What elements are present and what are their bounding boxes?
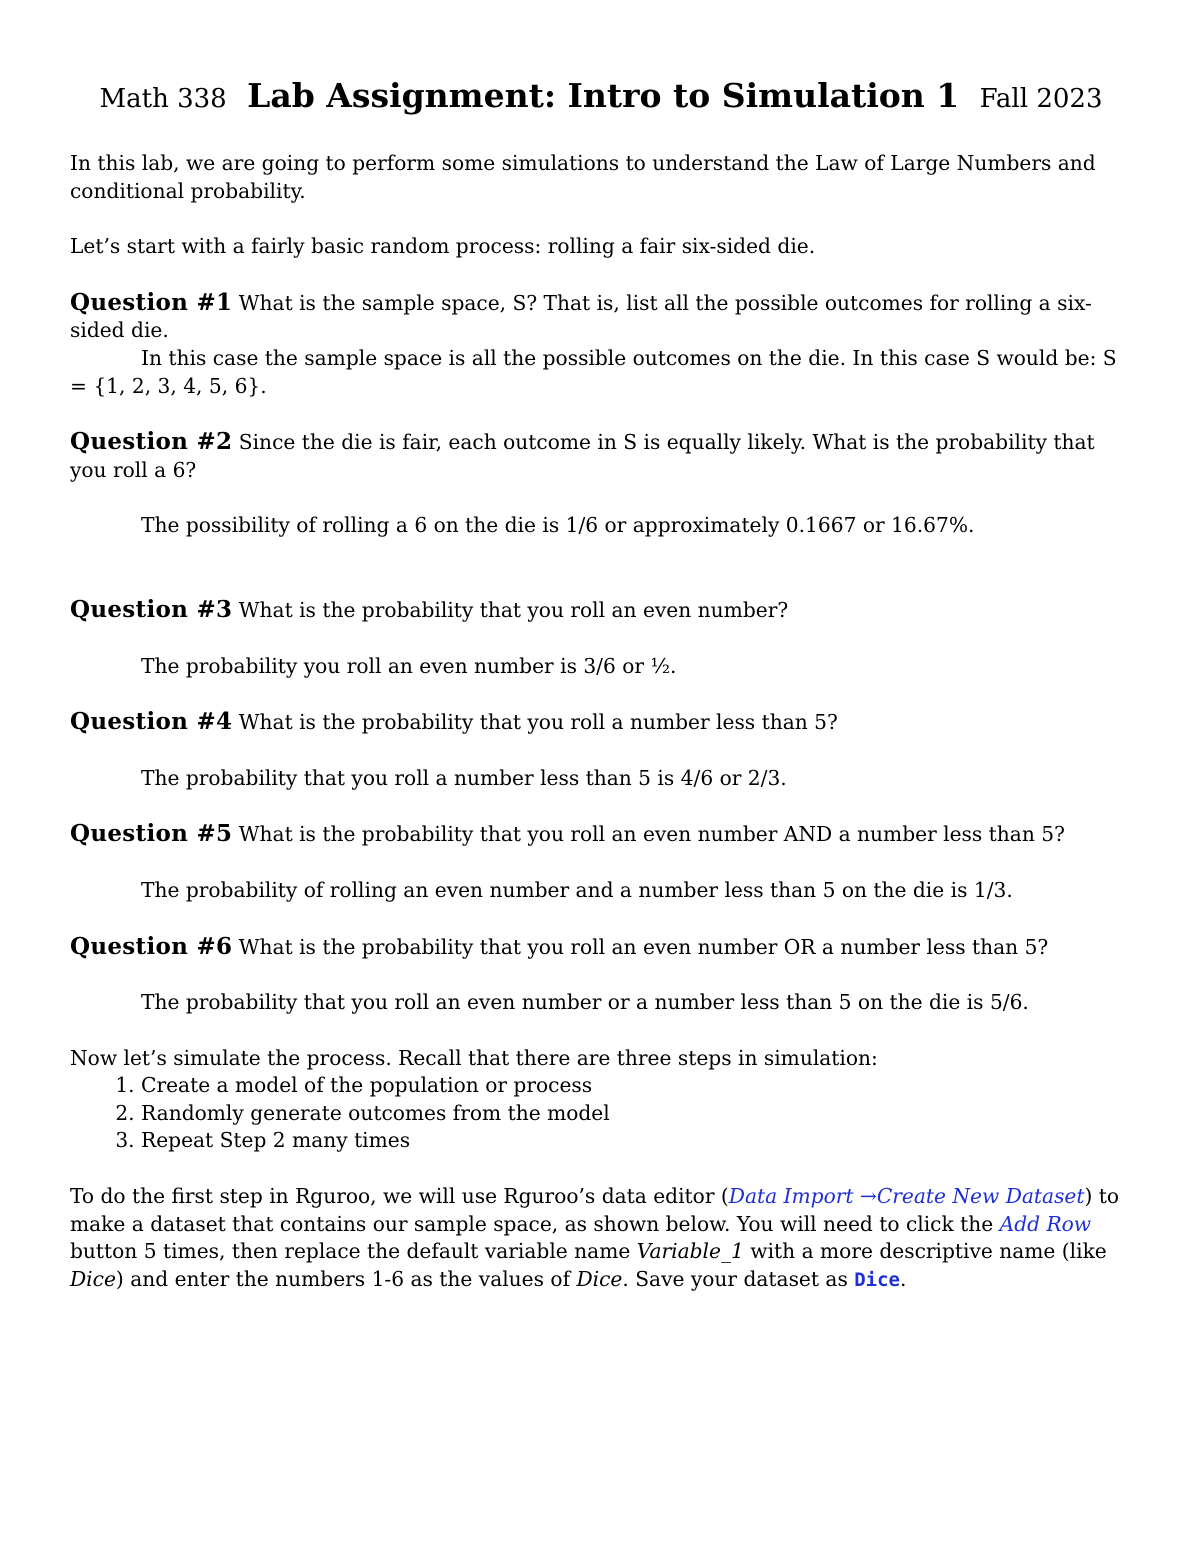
question-prompt: What is the probability that you roll an even number AND a number less than 5? <box>232 822 1065 847</box>
question-prompt: What is the probability that you roll an even number? <box>232 597 789 622</box>
list-item: 1. Create a model of the population or process <box>141 1072 1132 1100</box>
instructions-text: . Save your dataset as <box>622 1266 855 1291</box>
list-item: 2. Randomly generate outcomes from the model <box>141 1100 1132 1128</box>
answer-3: The probability you roll an even number is 3/6 or ½. <box>141 653 677 678</box>
simulation-steps <box>70 1072 1132 1155</box>
question-label: Question #6 <box>70 932 233 960</box>
question-6 <box>70 933 1132 962</box>
question-label: Question #1 <box>70 288 233 316</box>
question-label: Question #3 <box>70 595 233 623</box>
dataset-name: Dice <box>854 1268 900 1291</box>
dice-variable-name: Dice <box>70 1266 116 1291</box>
instructions-text: . <box>900 1266 907 1291</box>
instructions-text: button 5 times, then replace the default variable name <box>70 1239 637 1264</box>
question-3 <box>70 596 1132 625</box>
answer-2: The possibility of rolling a 6 on the die is 1/6 or approximately 0.1667 or 16.67%. <box>141 513 975 538</box>
question-1 <box>70 289 1132 345</box>
question-prompt: What is the sample space, S? That is, list all the possible outcomes for rolling a six-sided die. <box>70 290 1092 343</box>
instructions-paragraph <box>70 1183 1132 1294</box>
add-row-reference: Add Row <box>999 1211 1092 1236</box>
term-label: Fall 2023 <box>979 84 1103 114</box>
instructions-text: ) to make a dataset that contains our sample space, as shown below. You will need to click the <box>70 1184 1120 1236</box>
dice-variable-name: Dice <box>576 1266 623 1291</box>
assignment-title: Lab Assignment: Intro to Simulation 1 <box>247 76 960 115</box>
question-5 <box>70 820 1132 849</box>
instructions-text: To do the first step in Rguroo, we will use Rguroo’s data editor ( <box>70 1184 729 1209</box>
intro-die-paragraph: Let’s start with a fairly basic random process: rolling a fair six-sided die. <box>70 234 816 259</box>
document-title <box>70 76 1132 120</box>
default-variable-name: Variable_1 <box>636 1239 744 1264</box>
question-label: Question #4 <box>70 708 233 736</box>
question-2 <box>70 428 1132 484</box>
answer-1: In this case the sample space is all the possible outcomes on the die. In this case S would be: S = {1, 2, 3, 4, 5, 6}. <box>70 345 1117 398</box>
question-prompt: What is the probability that you roll an even number OR a number less than 5? <box>232 934 1049 959</box>
question-prompt: What is the probability that you roll a number less than 5? <box>232 710 838 735</box>
intro-paragraph: In this lab, we are going to perform some simulations to understand the Law of Large Numbers and conditional probability. <box>70 151 1096 203</box>
question-label: Question #2 <box>70 428 233 456</box>
course-name: Math 338 <box>99 84 227 114</box>
question-prompt: Since the die is fair, each outcome in S is equally likely. What is the probability that you roll a 6? <box>70 430 1095 482</box>
document-page <box>70 70 1132 1294</box>
question-label: Question #5 <box>70 820 233 848</box>
instructions-text: ) and enter the numbers 1-6 as the values of <box>115 1266 577 1291</box>
simulation-intro: Now let’s simulate the process. Recall that there are three steps in simulation: <box>70 1045 878 1070</box>
question-4 <box>70 708 1132 737</box>
list-item: 3. Repeat Step 2 many times <box>141 1127 1132 1155</box>
instructions-text: with a more descriptive name (like <box>743 1239 1107 1264</box>
answer-4: The probability that you roll a number less than 5 is 4/6 or 2/3. <box>141 765 787 790</box>
menu-path-reference: Data Import →Create New Dataset <box>728 1184 1085 1209</box>
answer-5: The probability of rolling an even number and a number less than 5 on the die is 1/3. <box>141 877 1013 902</box>
answer-6: The probability that you roll an even number or a number less than 5 on the die is 5/6. <box>141 990 1029 1015</box>
